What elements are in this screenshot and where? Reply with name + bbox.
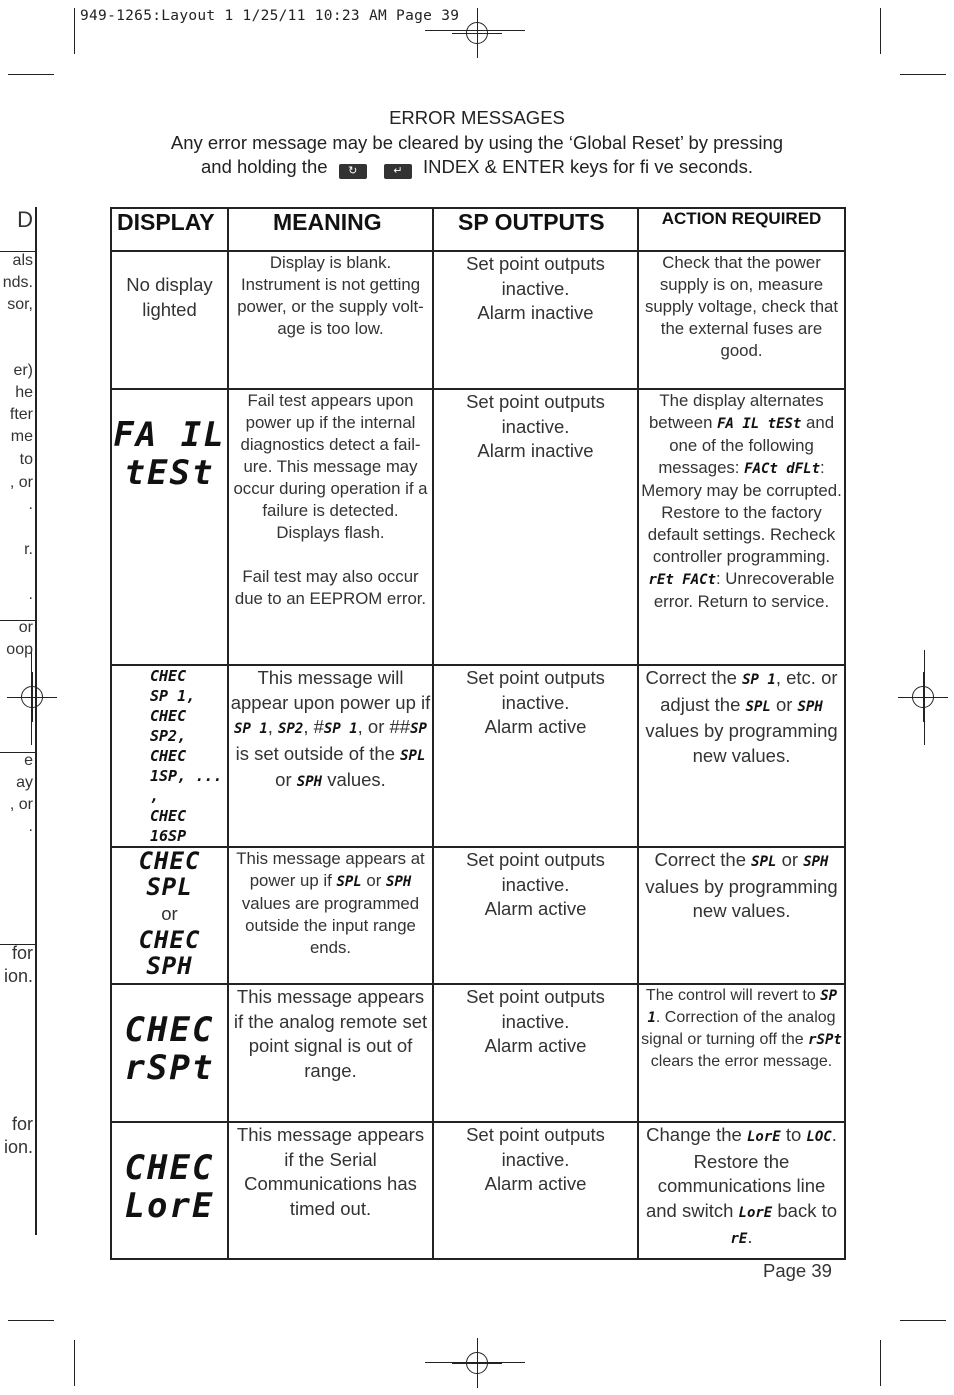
registration-mark-icon — [898, 672, 948, 722]
display-readout: FA IL — [113, 415, 226, 455]
action-cell: Check that the power supply is on, measure supply voltage, check that the external fuses are good. — [638, 251, 845, 389]
crop-mark — [880, 8, 881, 54]
sp-outputs-cell: Set point outputs inactive. Alarm inactive — [433, 251, 638, 389]
sp-outputs-cell: Set point outputs inactive. Alarm active — [433, 847, 638, 984]
crop-mark — [425, 1362, 525, 1363]
table-row — [111, 1122, 845, 1259]
meaning-cell: This message appears at power up if SPL or SPH values are programmed outside the input range ends. — [228, 847, 433, 984]
sp-outputs-cell: Set point outputs inactive. Alarm active — [433, 665, 638, 847]
crop-mark — [924, 650, 925, 745]
display-cell: No display lighted — [111, 251, 228, 389]
display-cell: CHEC rSPt — [111, 984, 228, 1122]
page-number: Page 39 — [763, 1260, 832, 1281]
table-row — [111, 984, 845, 1122]
display-cell — [111, 389, 228, 665]
action-cell: The display alternates between FA IL tESt and one of the following messages: FACt dFLt: Memory may be corrupted. Restore to the factory default settings. Recheck controller programming. rEt FACt: Unrecoverable error. Return to service. — [638, 389, 845, 665]
action-cell: The control will revert to SP 1. Correction of the analog signal or turning off the rSPt clears the error message. — [638, 984, 845, 1122]
meaning-cell: This message will appear upon power up if SP 1, SP2, #SP 1, or ##SP is set outside of the SPL or SPH values. — [228, 665, 433, 847]
table-row — [111, 389, 845, 665]
segment-text: FACt dFLt — [744, 461, 820, 477]
crop-mark — [8, 1320, 54, 1321]
page-title: ERROR MESSAGES — [389, 107, 565, 128]
header-instruction: Any error message may be cleared by using the ‘Global Reset’ by pressing — [170, 132, 784, 153]
error-messages-table — [110, 207, 846, 1260]
action-cell: Change the LorE to LOC. Restore the communications line and switch LorE back to rE. — [638, 1122, 845, 1259]
crop-mark — [425, 30, 525, 31]
meaning-cell: Display is blank. Instrument is not getting power, or the supply volt-age is too low. — [228, 251, 433, 389]
action-cell: Correct the SP 1, etc. or adjust the SPL or SPH values by programming new values. — [638, 665, 845, 847]
display-cell: CHEC SPL or CHEC SPH — [111, 847, 228, 984]
crop-mark — [900, 74, 946, 75]
table-row — [111, 251, 845, 389]
crop-mark — [880, 1340, 881, 1386]
display-cell: CHEC LorE — [111, 1122, 228, 1259]
column-header-meaning: MEANING — [228, 208, 433, 251]
header-instruction-2: and holding the ↻ ↵ INDEX & ENTER keys for fi ve seconds. — [201, 156, 753, 177]
meaning-cell: Fail test appears upon power up if the internal diagnostics detect a fail-ure. This message may occur during operation if a failure is detected. Displays flash. Fail test may also occur due to an EEPROM error. — [228, 389, 433, 665]
crop-mark — [74, 1340, 75, 1386]
enter-key-icon: ↵ — [384, 164, 412, 179]
column-header-action-required: ACTION REQUIRED — [638, 208, 845, 251]
table-header-row — [111, 208, 845, 251]
column-header-sp-outputs: SP OUTPUTS — [433, 208, 638, 251]
table-row — [111, 665, 845, 847]
crop-mark — [900, 1320, 946, 1321]
sp-outputs-cell: Set point outputs inactive. Alarm active — [433, 1122, 638, 1259]
column-header-display: DISPLAY — [111, 208, 228, 251]
action-cell: Correct the SPL or SPH values by programming new values. — [638, 847, 845, 984]
display-readout: tESt — [124, 453, 215, 493]
segment-text: FA IL tESt — [717, 416, 802, 432]
index-key-icon: ↻ — [339, 164, 367, 179]
previous-page-fragment: D als nds. sor, er) he fter me to , or . r. . or oop e ay , or . for ion. for ion. — [0, 207, 37, 1235]
sp-outputs-cell: Set point outputs inactive. Alarm active — [433, 984, 638, 1122]
crop-mark — [8, 74, 54, 75]
sp-outputs-cell: Set point outputs inactive. Alarm inactive — [433, 389, 638, 665]
segment-text: rEt FACt — [648, 572, 716, 588]
display-cell: CHEC SP 1, CHEC SP2, CHEC 1SP, ... , CHEC 16SP — [111, 665, 228, 847]
table-row — [111, 847, 845, 984]
meaning-cell: This message appears if the analog remote set point signal is out of range. — [228, 984, 433, 1122]
crop-mark — [74, 8, 75, 54]
registration-mark-icon — [452, 8, 502, 58]
meaning-cell: This message appears if the Serial Communications has timed out. — [228, 1122, 433, 1259]
registration-mark-icon — [452, 1338, 502, 1388]
print-slug: 949-1265:Layout 1 1/25/11 10:23 AM Page 39 — [80, 8, 460, 24]
